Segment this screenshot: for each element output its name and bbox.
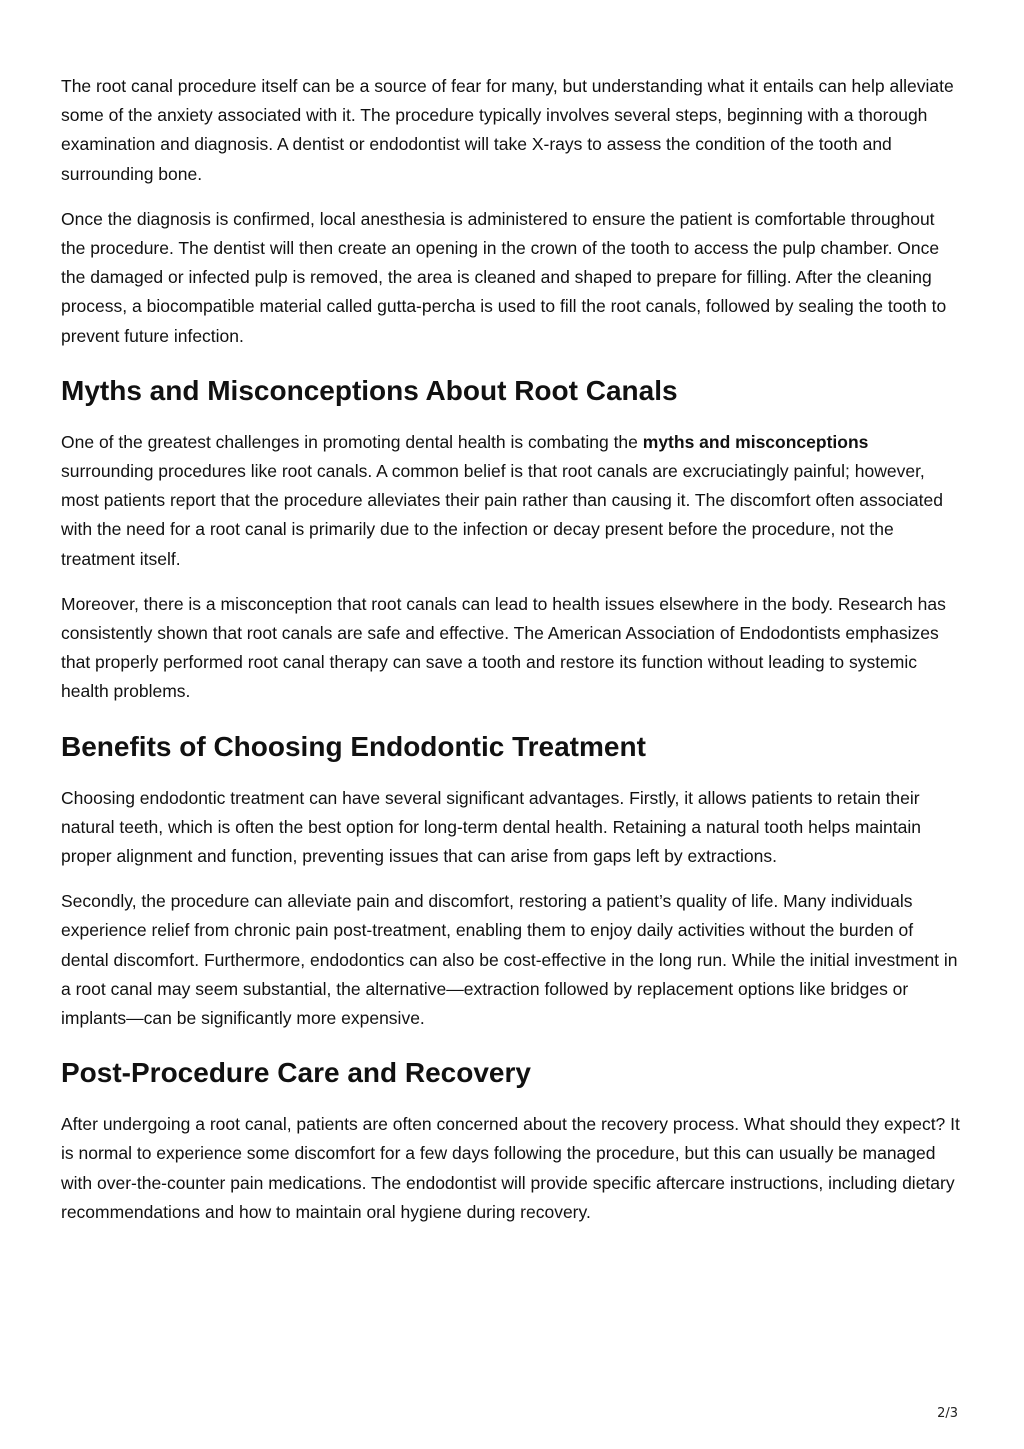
myths-paragraph-2: Moreover, there is a misconception that root canals can lead to health issues elsewhere in the body. Research has consistently shown that root canals are safe and effective. The American Association of Endodontists emphasizes that properly performed root canal therapy can save a tooth and restore its function without leading to systemic health problems. bbox=[61, 593, 946, 702]
page-number: 2/3 bbox=[937, 1406, 958, 1421]
recovery-paragraph-1: After undergoing a root canal, patients are often concerned about the recovery process. What should they expect? It is normal to experience some discomfort for a few days following the procedure, but this can usually be managed with over-the-counter pain medications. The endodontist will provide specific aftercare instructions, including dietary recommendations and how to maintain oral hygiene during recovery. bbox=[61, 1114, 960, 1222]
document-page bbox=[61, 72, 963, 1245]
myths-heading: Myths and Misconceptions About Root Canals bbox=[61, 374, 678, 406]
intro-paragraph-1: The root canal procedure itself can be a source of fear for many, but understanding what it entails can help alleviate some of the anxiety associated with it. The procedure typically involves several steps, beginning with a thorough examination and diagnosis. A dentist or endodontist will take X-rays to assess the condition of the tooth and surrounding bone. bbox=[61, 76, 954, 184]
myths-paragraph-1-end: surrounding procedures like root canals. A common belief is that root canals are excruciatingly painful; however, most patients report that the procedure alleviates their pain rather than causing it. The discomfort often associated with the need for a root canal is primarily due to the infection or decay present before the procedure, not the treatment itself. bbox=[61, 461, 943, 569]
benefits-paragraph-2: Secondly, the procedure can alleviate pain and discomfort, restoring a patient’s quality of life. Many individuals experience relief from chronic pain post-treatment, enabling them to enjoy daily activities without the burden of dental discomfort. Furthermore, endodontics can also be cost-effective in the long run. While the initial investment in a root canal may seem substantial, the alternative—extraction followed by replacement options like bridges or implants—can be significantly more expensive. bbox=[61, 891, 958, 1029]
myths-paragraph-1-start: One of the greatest challenges in promoting dental health is combating the bbox=[61, 431, 643, 452]
myths-emphasis: myths and misconceptions bbox=[642, 431, 869, 452]
benefits-heading: Benefits of Choosing Endodontic Treatment bbox=[61, 730, 646, 762]
benefits-paragraph-1: Choosing endodontic treatment can have several significant advantages. Firstly, it allows patients to retain their natural teeth, which is often the best option for long-term dental health. Retaining a natural tooth helps maintain proper alignment and function, preventing issues that can arise from gaps left by extractions. bbox=[61, 787, 921, 867]
intro-paragraph-2: Once the diagnosis is confirmed, local anesthesia is administered to ensure the patient is comfortable throughout the procedure. The dentist will then create an opening in the crown of the tooth to access the pulp chamber. Once the damaged or infected pulp is removed, the area is cleaned and shaped to prepare for filling. After the cleaning process, a biocompatible material called gutta-percha is used to fill the root canals, followed by sealing the tooth to prevent future infection. bbox=[61, 208, 947, 346]
myths-paragraph-1 bbox=[61, 428, 963, 574]
recovery-heading: Post-Procedure Care and Recovery bbox=[61, 1057, 531, 1089]
